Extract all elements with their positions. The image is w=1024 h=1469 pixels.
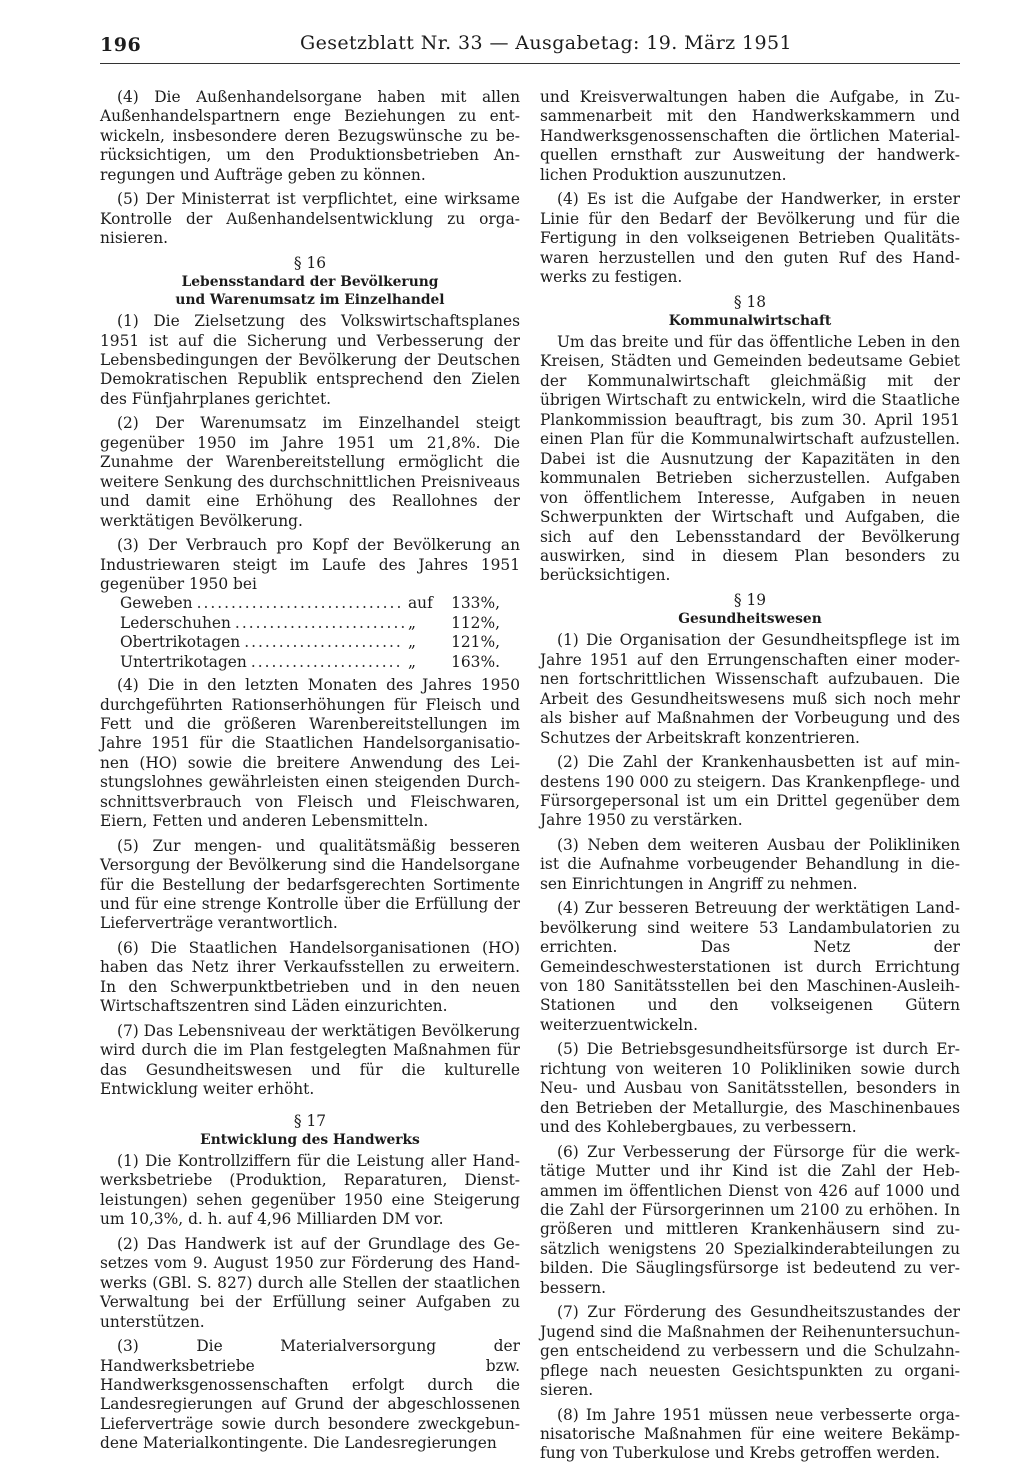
paragraph: (2) Die Zahl der Krankenhausbetten ist auf mindestens 190 000 zu steigern. Das Krankenpflege- und Fürsorgepersonal ist um ein Drittel gegenüber dem Jahre 1950 zu verstärken. [540, 753, 960, 830]
paragraph: (7) Das Lebensniveau der werktätigen Bevölkerung wird durch die im Plan festgelegten Maßnahmen für das Gesundheitswesen und für die kulturelle Entwicklung weiter erhöht. [100, 1021, 520, 1099]
paragraph: und Kreisverwaltungen haben die Aufgabe, in Zusammenarbeit mit den Handwerkskammern und Handwerksgenossenschaften die örtlichen Materialquellen ernsthaft zur Ausweitung der handwerklichen Produktion auszunutzen. [540, 88, 960, 184]
section-title-line: und Warenumsatz im Einzelhandel [175, 292, 445, 309]
list-item-label: Obertrikotagen [120, 633, 241, 652]
list-item-value: 121%, [451, 633, 500, 652]
list-item [120, 653, 520, 672]
list-item-prefix: „ [408, 652, 416, 671]
paragraph: (4) Es ist die Aufgabe der Handwerker, in erster Linie für den Bedarf der Bevölkerung und für die Fertigung in den volkseigenen Betrieben Qualitätswaren herzustellen und den guten Ruf des Handwerks zu festigen. [540, 190, 960, 287]
paragraph: (8) Im Jahre 1951 müssen neue verbesserte organisatorische Maßnahmen für eine weitere Bekämpfung von Tuberkulose und Krebs getroffen werden. [540, 1405, 960, 1463]
paragraph: (1) Die Organisation der Gesundheitspflege ist im Jahre 1951 auf den Errungenschaften einer modernen fortschrittlichen Wissenschaft aufzubauen. Die Arbeit des Gesundheitswesens muß sich noch mehr als bisher auf Maßnahmen der Vorbeugung und des Schutzes der Arbeitskraft konzentrieren. [540, 631, 960, 747]
list-item [120, 614, 520, 633]
list-item [120, 594, 520, 613]
paragraph: (5) Der Ministerrat ist verpflichtet, eine wirksame Kontrolle der Außenhandelsentwicklung zu organisieren. [100, 190, 520, 248]
section-title-line: Lebensstandard der Bevölkerung [181, 274, 439, 291]
section-number: § 17 [293, 1111, 327, 1130]
paragraph: (4) Die in den letzten Monaten des Jahres 1950 durchgeführten Rationserhöhungen für Fleisch und Fett und die größeren Warenbereitstellungen im Jahre 1951 für die Staatlichen Handelsorganisationen (HO) sowie die breitere Anwendung des Leistungslohnes gewährleisten einen steigenden Durchschnittsverbrauch von Fleisch und Fleischwaren, Eiern, Fetten und anderen Lebensmitteln. [100, 676, 520, 831]
paragraph: (6) Die Staatlichen Handelsorganisationen (HO) haben das Netz ihrer Verkaufsstellen zu erweitern. In den Schwerpunktbetrieben und in den neuen Wirtschaftszentren sind Läden einzurichten. [100, 938, 520, 1016]
paragraph: (1) Die Zielsetzung des Volkswirtschaftsplanes 1951 ist auf die Sicherung und Verbesserung der Lebensbedingungen der Bevölkerung der Deutschen Demokratischen Republik entsprechend den Zielen des Fünfjahrplanes gerichtet. [100, 312, 520, 408]
page-number: 196 [100, 34, 142, 56]
header-rule [100, 63, 960, 64]
list-item-prefix: auf [408, 594, 433, 613]
right-column [540, 88, 960, 1469]
list-item-label: Geweben [120, 594, 193, 613]
paragraph: (5) Die Betriebsgesundheitsfürsorge ist durch Errichtung von weiteren 10 Polikliniken sowie durch Neu- und Ausbau von Sanitätsstellen, besonders in den Betrieben der Metallurgie, des Maschinenbaues und des Kohlebergbaues, zu verbessern. [540, 1040, 960, 1137]
paragraph: (4) Die Außenhandelsorgane haben mit allen Außenhandelspartnern enge Beziehungen zu entwickeln, insbesondere deren Bezugswünsche zu berücksichtigen, um den Produktionsbetrieben Anregungen und Aufträge geben zu können. [100, 88, 520, 184]
section-title: Kommunalwirtschaft [668, 312, 832, 329]
list-item-prefix: „ [408, 613, 416, 632]
section-number: § 18 [733, 292, 767, 311]
section-number: § 16 [293, 253, 327, 272]
section-number: § 19 [733, 590, 767, 609]
paragraph: (3) Die Materialversorgung der Handwerksbetriebe bzw. Handwerksgenossenschaften erfolgt durch die Landesregierungen auf Grund der abgeschlossenen Lieferverträge sowie durch besondere zweckgebundene Materialkontingente. Die Landesregierungen [100, 1337, 520, 1453]
page-header-title: Gesetzblatt Nr. 33 — Ausgabetag: 19. März 1951 [300, 32, 792, 54]
paragraph: (2) Der Warenumsatz im Einzelhandel steigt gegenüber 1950 im Jahre 1951 um 21,8%. Die Zunahme der Warenbereitstellung ermöglicht die weitere Senkung des durchschnittlichen Preisniveaus und damit eine Erhöhung des Reallohnes der werktätigen Bevölkerung. [100, 414, 520, 530]
paragraph: (2) Das Handwerk ist auf der Grundlage des Gesetzes vom 9. August 1950 zur Förderung des Handwerks (GBl. S. 827) durch alle Stellen der staatlichen Verwaltung bei der Erfüllung seiner Aufgaben zu unterstützen. [100, 1234, 520, 1331]
section-title: Entwicklung des Handwerks [200, 1132, 420, 1149]
list-item-label: Untertrikotagen [120, 652, 247, 671]
left-column [100, 88, 520, 1459]
paragraph: (6) Zur Verbesserung der Fürsorge für die werktätige Mutter und ihr Kind ist die Zahl der Hebammen im öffentlichen Dienst von 426 auf 1000 und die Zahl der Fürsorgerinnen um 2100 zu erhöhen. In größeren und mittleren Krankenhäusern sind zusätzlich wenigstens 20 Spezialkinderabteilungen zu bilden. Die Säuglingsfürsorge ist bedeutend zu verbessern. [540, 1142, 960, 1297]
section-title [100, 273, 520, 309]
paragraph: (1) Die Kontrollziffern für die Leistung aller Handwerksbetriebe (Produktion, Reparaturen, Dienstleistungen) sehen gegenüber 1950 eine Steigerung um 10,3%, d. h. auf 4,96 Milliarden DM vor. [100, 1152, 520, 1229]
paragraph: (3) Der Verbrauch pro Kopf der Bevölkerung an Industriewaren steigt im Laufe des Jahres 1951 gegenüber 1950 bei [100, 536, 520, 593]
list-item-value: 163%. [451, 652, 500, 671]
paragraph: Um das breite und für das öffentliche Leben in den Kreisen, Städten und Gemeinden bedeutsame Gebiet der Kommunalwirtschaft gleichmäßig mit der übrigen Wirtschaft zu entwickeln, wird die Staatliche Plankommission beauftragt, bis zum 30. April 1951 einen Plan für die Kommunalwirtschaft aufzustellen. Dabei ist die Ausnutzung der Kapazitäten in den kommunalen Betrieben sicherzustellen. Aufgaben von öffentlichem Interesse, Aufgaben in neuen Schwerpunkten der Wirtschaft und Aufgaben, die sich auf den Lebensstandard der Bevölkerung auswirken, sind in diesem Plan besonders zu berücksichtigen. [540, 332, 960, 585]
dot-leader [251, 653, 404, 672]
list-item-prefix: „ [408, 633, 416, 652]
dot-leader [235, 614, 404, 633]
section-title: Gesundheitswesen [678, 611, 822, 628]
dot-leader [244, 633, 404, 652]
list-item [120, 633, 520, 652]
paragraph: (7) Zur Förderung des Gesundheitszustandes der Jugend sind die Maßnahmen der Reihenuntersuchungen entscheidend zu verbessern und die Schulzahnpflege nach neuesten Gesichtspunkten zu organisieren. [540, 1303, 960, 1400]
paragraph: (4) Zur besseren Betreuung der werktätigen Landbevölkerung sind weitere 53 Landambulatorien zu errichten. Das Netz der Gemeindeschwesterstationen ist durch Errichtung von 180 Sanitätsstellen bei den Maschinen-Ausleih-Stationen und den volkseigenen Gütern weiterzuentwickeln. [540, 899, 960, 1034]
paragraph: (5) Zur mengen- und qualitätsmäßig besseren Versorgung der Bevölkerung sind die Handelsorgane für die Bestellung der bedarfsgerechten Sortimente und für eine strenge Kontrolle über die Erfüllung der Lieferverträge verantwortlich. [100, 836, 520, 933]
dot-leader [197, 594, 404, 613]
list-item-value: 112%, [451, 613, 500, 632]
consumption-list [100, 594, 520, 672]
list-item-value: 133%, [451, 594, 500, 613]
paragraph: (3) Neben dem weiteren Ausbau der Polikliniken ist die Aufnahme vorbeugender Behandlung in diesen Einrichtungen in Angriff zu nehmen. [540, 835, 960, 893]
list-item-label: Lederschuhen [120, 613, 231, 632]
